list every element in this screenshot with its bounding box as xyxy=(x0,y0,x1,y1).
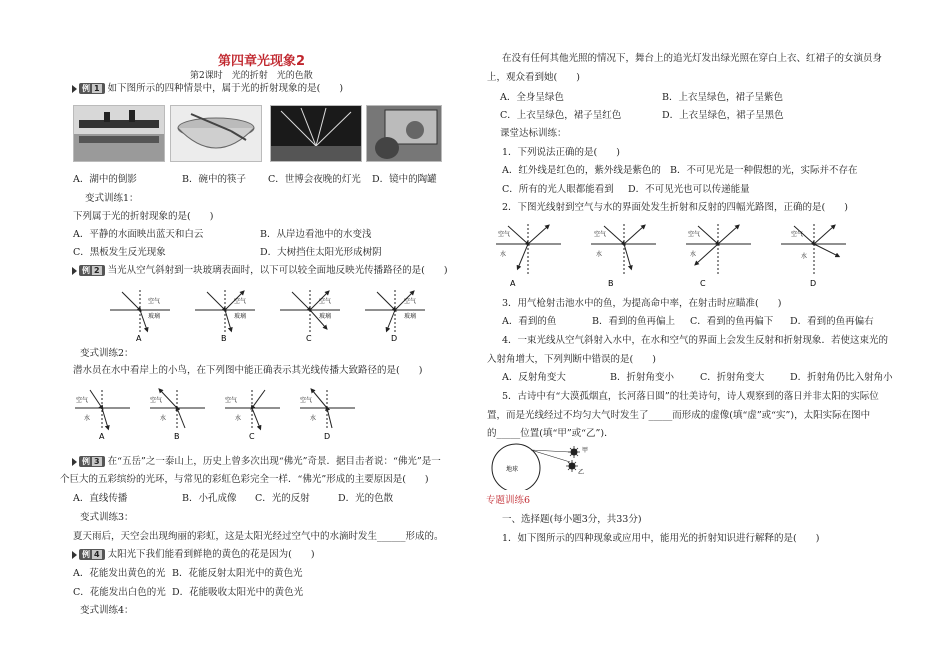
variation-1-option-b: B．从岸边看池中的水变浅 xyxy=(260,229,372,240)
q3-option-b: B．看到的鱼再偏上 xyxy=(592,316,675,327)
q3-option-a: A．看到的鱼 xyxy=(502,316,557,327)
stage-option-a: A．全身呈绿色 xyxy=(500,92,564,103)
svg-text:A: A xyxy=(99,432,105,441)
q1-option-b: B．不可见光是一种假想的光，实际并不存在 xyxy=(670,165,858,176)
q3-option-c: C．看到的鱼再偏下 xyxy=(690,316,774,327)
pointer-icon xyxy=(72,458,77,466)
q5-sunset-diagram xyxy=(486,440,606,490)
q1-option-a: A．红外线是红色的，紫外线是紫色的 xyxy=(502,165,661,176)
photo-lake-reflection xyxy=(73,105,165,162)
stage-option-d: D．上衣呈绿色，裙子呈黑色 xyxy=(662,110,784,121)
q5-line-2: 置，而是光线经过不均匀大气时发生了_____而形成的虚像(填“虚”或“实”)，太阳实际在图中 xyxy=(487,410,871,421)
q4-option-b: B．折射角变小 xyxy=(610,372,674,383)
variation-2-diagrams xyxy=(70,380,370,442)
letter: A xyxy=(136,334,142,342)
svg-text:玻璃: 玻璃 xyxy=(319,313,332,320)
svg-text:水: 水 xyxy=(500,251,507,258)
variation-2-diagram-a xyxy=(75,390,130,441)
pointer-icon xyxy=(72,85,77,93)
q4-option-a: A．反射角变大 xyxy=(502,372,566,383)
svg-text:空气: 空气 xyxy=(319,298,332,305)
stage-option-c: C．上衣呈绿色，裙子呈红色 xyxy=(500,110,622,121)
q2-diagram-b xyxy=(591,224,656,288)
svg-text:空气: 空气 xyxy=(791,231,804,238)
q4-line-2: 入射角增大，下列判断中错误的是( ) xyxy=(487,354,656,365)
q2-diagram-d xyxy=(781,224,846,288)
q2-question: 2．下图光线射到空气与水的界面处发生折射和反射的四幅光路图，正确的是( ) xyxy=(502,202,848,213)
example-1-option-d: D．镜中的陶罐 xyxy=(372,174,437,185)
svg-text:D: D xyxy=(324,432,331,441)
q4-option-d: D．折射角仍比入射角小 xyxy=(790,372,893,383)
q2-diagram-a xyxy=(496,224,561,288)
svg-text:空气: 空气 xyxy=(225,397,238,404)
svg-text:水: 水 xyxy=(690,251,697,258)
variation-2-question: 潜水员在水中看岸上的小鸟，在下列图中能正确表示其光线传播大致路径的是( ) xyxy=(73,365,423,376)
q4-option-c: C．折射角变大 xyxy=(700,372,765,383)
photo-mirror-pot xyxy=(366,105,442,162)
variation-1-option-c: C．黑板发生反光现象 xyxy=(73,247,166,258)
svg-text:水: 水 xyxy=(310,415,317,422)
variation-1-heading: 变式训练1： xyxy=(85,193,139,204)
example-4-option-a: A．花能发出黄色的光 xyxy=(73,568,166,579)
example-3-option-d: D．光的色散 xyxy=(338,493,394,504)
example-4-option-b: B．花能反射太阳光中的黄色光 xyxy=(172,568,303,579)
photo-expo-lights xyxy=(270,105,362,162)
variation-2-heading: 变式训练2： xyxy=(80,348,134,359)
example-2-diagram-a xyxy=(110,290,170,342)
variation-2-diagram-d xyxy=(300,390,355,441)
special-training-heading: 专题训练6 xyxy=(486,495,531,506)
svg-text:C: C xyxy=(700,279,706,288)
svg-text:A: A xyxy=(510,279,516,288)
pointer-icon xyxy=(72,267,77,275)
q5-line-3: 的_____位置(填“甲”或“乙”)． xyxy=(487,428,614,439)
stage-question-line-2: 上，观众看到她( ) xyxy=(487,72,580,83)
svg-text:空气: 空气 xyxy=(404,298,417,305)
svg-text:空气: 空气 xyxy=(300,397,313,404)
svg-text:C: C xyxy=(306,334,312,342)
photo-bowl-chopsticks xyxy=(170,105,262,162)
q3-question: 3．用气枪射击池水中的鱼，为提高命中率，在射击时应瞄准( ) xyxy=(502,298,782,309)
variation-3-question: 夏天雨后，天空会出现绚丽的彩虹，这是太阳光经过空气中的水滴时发生______形成的。 xyxy=(73,531,444,542)
q1-question: 1．下列说法正确的是( ) xyxy=(502,147,620,158)
svg-text:B: B xyxy=(221,334,227,342)
variation-3-heading: 变式训练3： xyxy=(80,512,134,523)
svg-text:空气: 空气 xyxy=(688,231,701,238)
example-1-option-c: C．世博会夜晚的灯光 xyxy=(268,174,361,185)
example-tag: 例 1 xyxy=(79,83,105,94)
pointer-icon xyxy=(72,551,77,559)
example-1-option-b: B．碗中的筷子 xyxy=(182,174,246,185)
variation-1-question: 下列属于光的折射现象的是( ) xyxy=(73,211,214,222)
label-glass: 玻璃 xyxy=(148,313,161,320)
variation-1-option-a: A．平静的水面映出蓝天和白云 xyxy=(73,229,204,240)
q4-line-1: 4．一束光线从空气斜射入水中，在水和空气的界面上会发生反射和折射现象．若使这束光的 xyxy=(502,335,889,346)
example-3-option-c: C．光的反射 xyxy=(255,493,310,504)
variation-2-diagram-b xyxy=(150,390,205,441)
svg-text:B: B xyxy=(608,279,614,288)
example-2-diagrams xyxy=(100,280,440,342)
example-tag: 例 2 xyxy=(79,265,105,276)
svg-text:玻璃: 玻璃 xyxy=(404,313,417,320)
special-section-heading: 一、选择题(每小题3分，共33分) xyxy=(502,514,642,525)
variation-1-option-d: D．大树挡住太阳光形成树阴 xyxy=(260,247,382,258)
example-3-option-b: B．小孔成像 xyxy=(182,493,237,504)
class-heading: 课堂达标训练： xyxy=(500,128,567,139)
svg-text:空气: 空气 xyxy=(150,397,163,404)
example-2-diagram-b xyxy=(195,290,255,342)
example-1-question: 例 1 如下图所示的四种情景中，属于光的折射现象的是( ) xyxy=(72,80,343,94)
label-jia: 甲 xyxy=(582,447,589,454)
special-q1-question: 1．如下图所示的四种现象或应用中，能用光的折射知识进行解释的是( ) xyxy=(502,533,820,544)
svg-text:D: D xyxy=(810,279,817,288)
svg-text:空气: 空气 xyxy=(234,298,247,305)
q2-diagram-c xyxy=(686,224,751,288)
example-tag: 例 4 xyxy=(79,549,105,560)
sun-yi-icon xyxy=(566,460,578,472)
example-3-option-a: A．直线传播 xyxy=(73,493,128,504)
example-4-option-d: D．花能吸收太阳光中的黄色光 xyxy=(172,587,304,598)
example-tag: 例 3 xyxy=(79,456,105,467)
stage-question-line-1: 在没有任何其他光照的情况下，舞台上的追光灯发出绿光照在穿白上衣、红裙子的女演员身 xyxy=(502,53,883,64)
example-2-diagram-d xyxy=(365,290,425,342)
svg-text:水: 水 xyxy=(235,415,242,422)
example-3-line-2: 个巨大的五彩缤纷的光环，与常见的彩虹色彩完全一样．“佛光”形成的主要原因是( ) xyxy=(60,474,429,485)
example-3-line-1: 例 3 在“五岳”之一泰山上，历史上曾多次出现“佛光”奇景．据目击者说：“佛光”是一 xyxy=(72,453,441,467)
label-earth: 地球 xyxy=(506,466,519,473)
variation-2-diagram-c xyxy=(225,390,280,441)
stage-option-b: B．上衣呈绿色，裙子呈紫色 xyxy=(662,92,783,103)
page-subtitle: 第2课时 光的折射 光的色散 xyxy=(190,71,313,81)
example-2-diagram-c xyxy=(280,290,340,342)
q3-option-d: D．看到的鱼再偏右 xyxy=(790,316,874,327)
svg-text:D: D xyxy=(391,334,398,342)
example-1-option-a: A．湖中的倒影 xyxy=(73,174,137,185)
svg-text:空气: 空气 xyxy=(76,397,89,404)
q1-option-c: C．所有的光人眼都能看到 xyxy=(502,184,614,195)
svg-text:B: B xyxy=(174,432,180,441)
svg-text:空气: 空气 xyxy=(594,231,607,238)
example-4-question: 例 4 太阳光下我们能看到鲜艳的黄色的花是因为( ) xyxy=(72,546,315,560)
svg-text:水: 水 xyxy=(84,415,91,422)
page-title: 第四章光现象2 xyxy=(218,54,306,69)
svg-text:水: 水 xyxy=(596,251,603,258)
svg-text:玻璃: 玻璃 xyxy=(234,313,247,320)
label-yi: 乙 xyxy=(578,469,585,476)
sun-jia-icon xyxy=(568,446,580,458)
q1-option-d: D．不可见光也可以传递能量 xyxy=(628,184,750,195)
q5-line-1: 5．古诗中有“大漠孤烟直，长河落日圆”的壮美诗句，诗人观察到的落日并非太阳的实际位 xyxy=(502,391,879,402)
q2-diagrams xyxy=(486,216,866,290)
example-4-option-c: C．花能发出白色的光 xyxy=(73,587,166,598)
label-air: 空气 xyxy=(148,298,161,305)
example-2-question: 例 2 当光从空气斜射到一块玻璃表面时，以下可以较全面地反映光传播路径的是( ) xyxy=(72,262,448,276)
svg-text:空气: 空气 xyxy=(498,231,511,238)
svg-text:水: 水 xyxy=(160,415,167,422)
variation-4-heading: 变式训练4： xyxy=(80,605,134,616)
svg-text:水: 水 xyxy=(801,253,808,260)
svg-text:C: C xyxy=(249,432,255,441)
